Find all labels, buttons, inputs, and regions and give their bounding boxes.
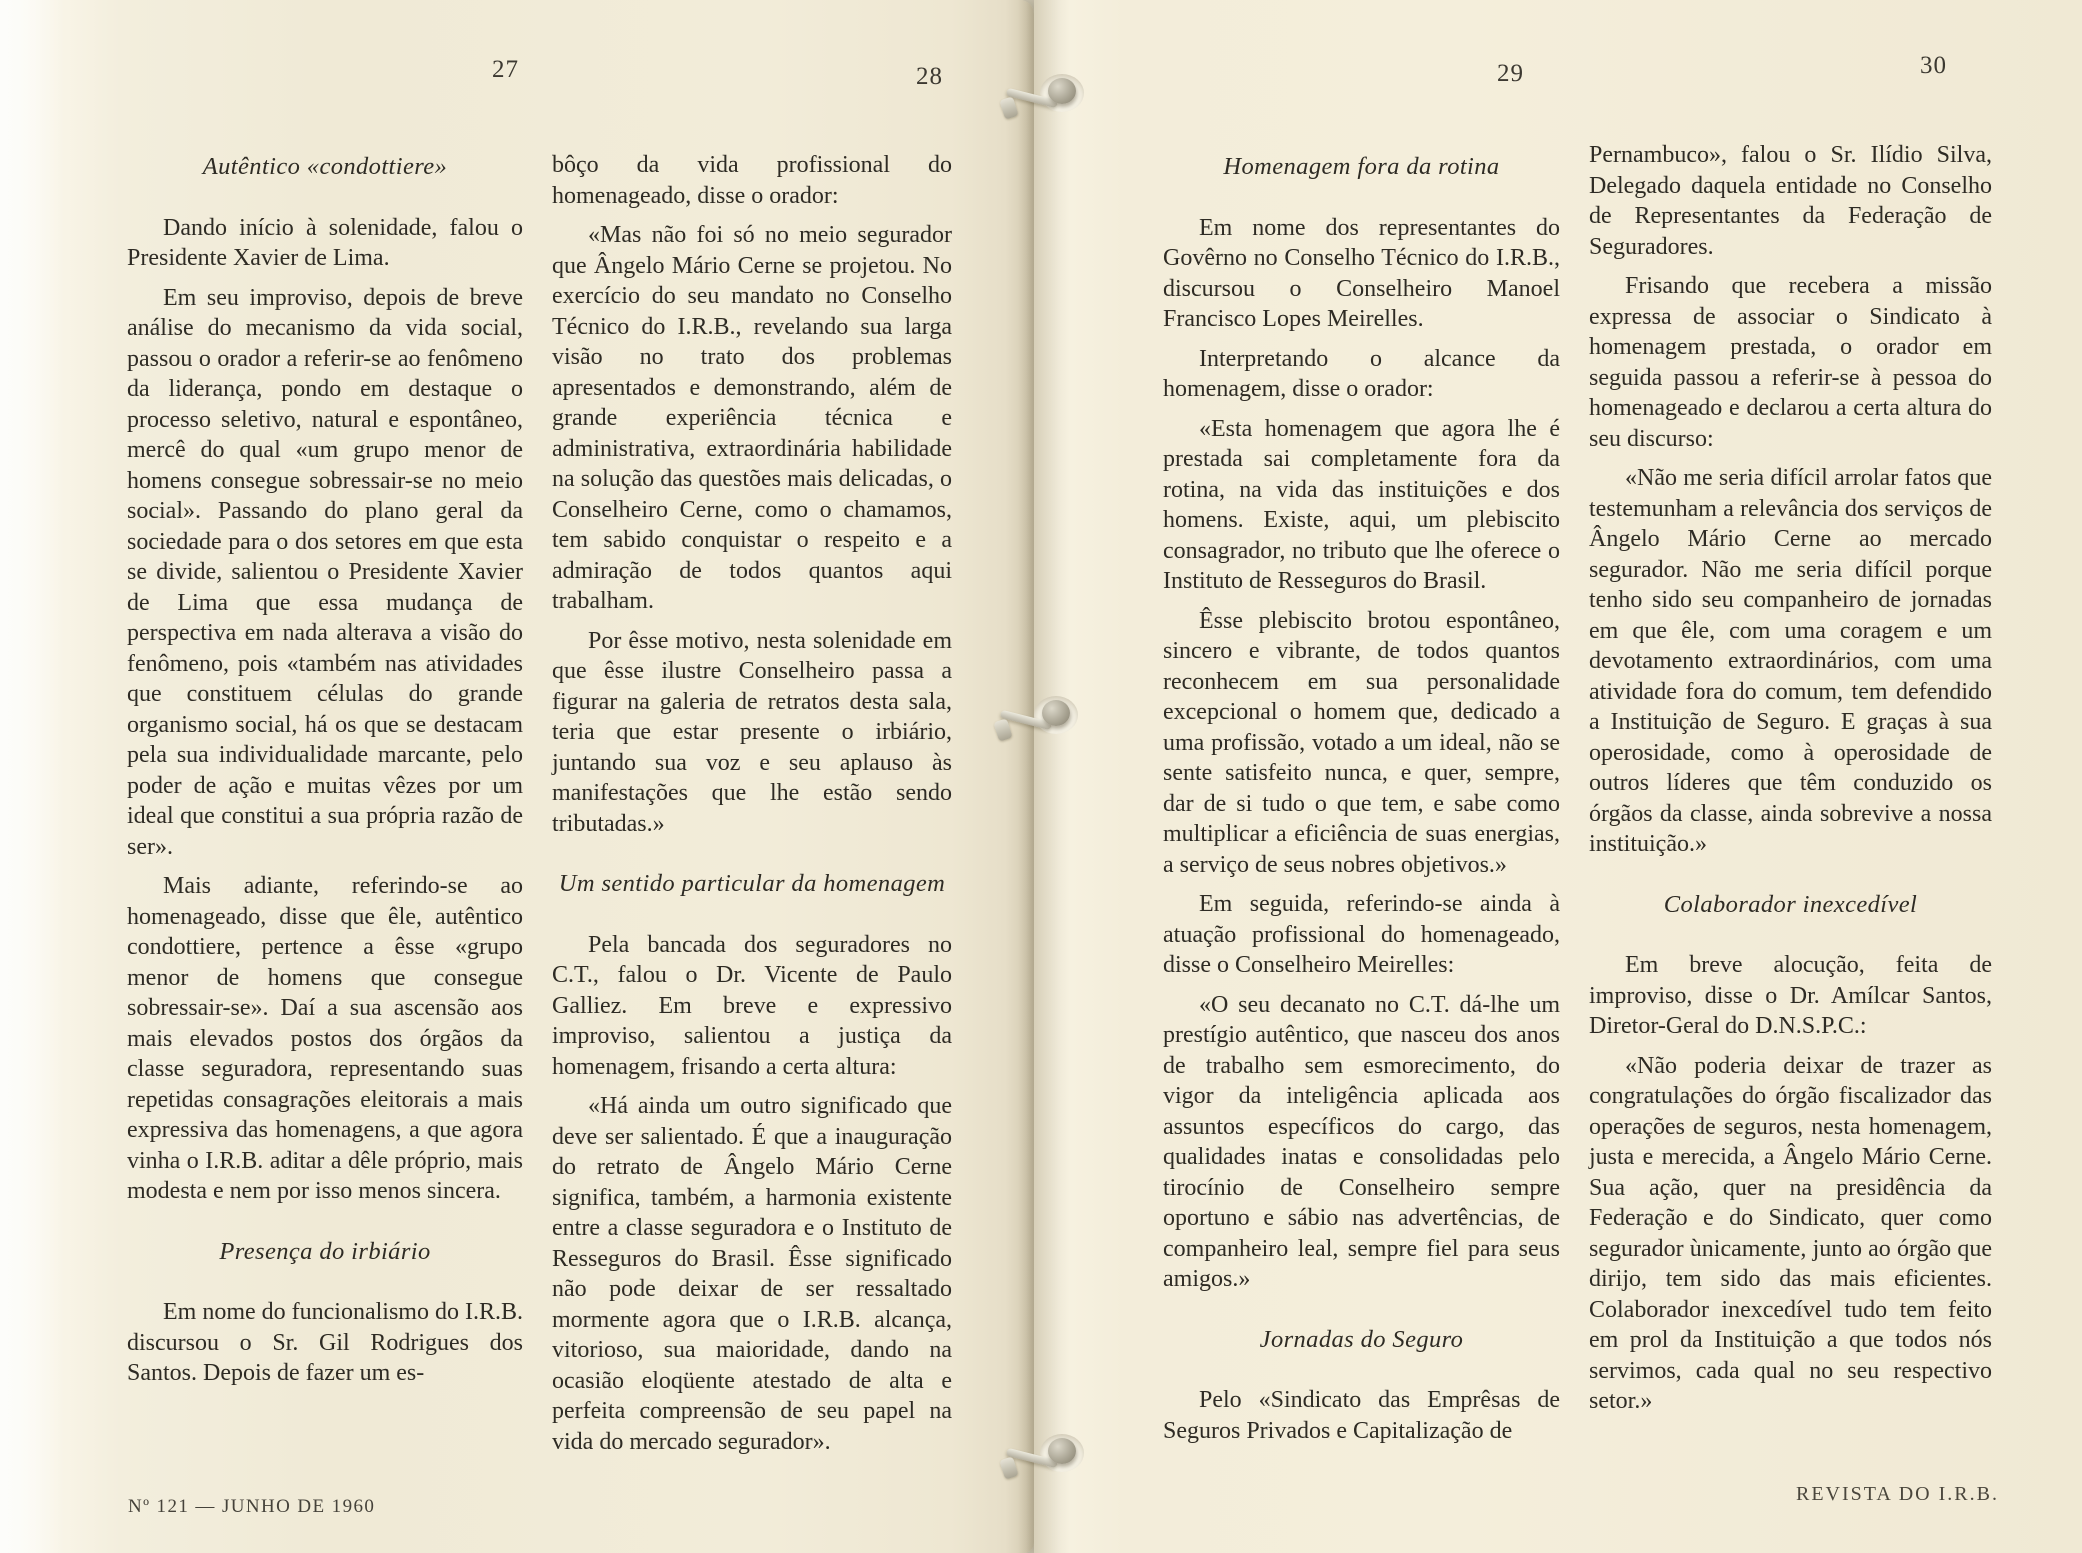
journal-footer: REVISTA DO I.R.B. bbox=[1796, 1483, 1999, 1505]
paragraph: Mais adiante, referindo-se ao homenageado, disse que êle, autêntico condottiere, pertence a êsse «grupo menor de homens que consegue sobressair-se». Daí a sua ascensão aos mais elevados postos dos órgãos da classe seguradora, representando suas repetidas consagrações eleitorais a mais expressiva das homenagens, a que agora vinha o I.R.B. aditar a dêle próprio, mais modesta e nem por isso menos sincera. bbox=[127, 873, 523, 1204]
paragraph: bôço da vida profissional do homenageado, disse o orador: bbox=[552, 152, 952, 209]
paragraph: «Não me seria difícil arrolar fatos que testemunham a relevância dos serviços de Ângelo Mário Cerne ao mercado segurador. Não me seria difícil porque tenho sido seu companheiro de jornadas em que êle, com uma coragem e um devotamento extraordinários, com uma atividade fora do comum, tem defendido a Instituição de Seguro. E graças à sua operosidade, como à operosidade de outros líderes que têm conduzido os órgãos da classe, ainda sobrevive a nossa instituição.» bbox=[1589, 465, 1992, 857]
paragraph: «Mas não foi só no meio segurador que Ângelo Mário Cerne se projetou. No exercício do seu mandato no Conselho Técnico do I.R.B., revelando sua larga visão no trato dos problemas apresentados e demonstrando, além de grande experiência técnica e administrativa, extraordinária habilidade na solução das questões mais delicadas, o Conselheiro Cerne, como o chamamos, tem sabido conquistar o respeito e a admiração de todos quantos aqui trabalham. bbox=[552, 222, 952, 614]
page-number-29: 29 bbox=[1497, 60, 1524, 87]
binder-pin-icon bbox=[1006, 72, 1084, 124]
binder-pin-icon bbox=[1006, 1432, 1084, 1484]
paragraph: Pela bancada dos seguradores no C.T., falou o Dr. Vicente de Paulo Galliez. Em breve e expressivo improviso, salientou a justiça da homenagem, frisando a certa altura: bbox=[552, 931, 952, 1080]
section-heading: Jornadas do Seguro bbox=[1259, 1325, 1464, 1353]
paragraph: Dando início à solenidade, falou o Presidente Xavier de Lima. bbox=[127, 214, 523, 271]
paragraph: Pelo «Sindicato das Emprêsas de Seguros Privados e Capitalização de bbox=[1163, 1387, 1560, 1444]
binder-pin-icon bbox=[1000, 694, 1078, 746]
paragraph: «O seu decanato no C.T. dá-lhe um prestígio autêntico, que nasceu dos anos de trabalho sem esmorecimento, do vigor da inteligência aplicada aos assuntos específicos do cargo, das qualidades inatas e consolidadas pelo tirocínio de Conselheiro sempre oportuno e sábio nas advertências, de companheiro leal, sempre fiel para seus amigos.» bbox=[1163, 991, 1560, 1292]
paragraph: Em seu improviso, depois de breve análise do mecanismo da vida social, passou o orador a referir-se ao fenômeno da liderança, pondo em destaque o processo seletivo, natural e espontâneo, mercê do qual «um grupo menor de homens consegue sobressair-se no meio social». Passando do plano geral da sociedade para o dos setores em que esta se divide, salientou o Presidente Xavier de Lima que essa mudança de perspectiva em nada alterava a visão do fenômeno, pois «também nas atividades que constituem células do grande organismo social, há os que se destacam pela sua individualidade marcante, pelo poder de ação e muitas vêzes por um ideal que constitui a sua própria razão de ser». bbox=[127, 284, 523, 860]
section-heading: Um sentido particular da homenagem bbox=[558, 870, 946, 897]
paragraph: Em nome dos representantes do Govêrno no Conselho Técnico do I.R.B., discursou o Conselheiro Manoel Francisco Lopes Meirelles. bbox=[1163, 214, 1560, 332]
section-heading: Autêntico «condottiere» bbox=[202, 153, 448, 180]
issue-footer: Nº 121 — JUNHO DE 1960 bbox=[128, 1496, 376, 1517]
text-column-28 bbox=[552, 150, 952, 1466]
paragraph: Êsse plebiscito brotou espontâneo, sincero e vibrante, de todos quantos reconhecem em sua personalidade excepcional o homem que, dedicado a uma profissão, votado a um ideal, não se sente satisfeito nunca, e quer, sempre, dar de si tudo o que tem, e sabe como multiplicar a eficiência de suas energias, a serviço de seus nobres objetivos.» bbox=[1163, 607, 1560, 878]
paragraph: Frisando que recebera a missão expressa de associar o Sindicato à homenagem prestada, o orador em seguida passou a referir-se à pessoa do homenageado e declarou a certa altura do seu discurso: bbox=[1589, 273, 1992, 452]
paragraph: Interpretando o alcance da homenagem, disse o orador: bbox=[1163, 345, 1560, 402]
paragraph: Pernambuco», falou o Sr. Ilídio Silva, Delegado daquela entidade no Conselho de Representantes da Federação de Seguradores. bbox=[1589, 142, 1992, 260]
text-column-27 bbox=[127, 152, 523, 1398]
page-number-28: 28 bbox=[916, 63, 943, 90]
page-number-30: 30 bbox=[1920, 52, 1947, 79]
text-column-29 bbox=[1163, 152, 1560, 1455]
paragraph: «Há ainda um outro significado que deve ser salientado. É que a inauguração do retrato de Ângelo Mário Cerne significa, também, a harmonia existente entre a classe seguradora e o Instituto de Resseguros do Brasil. Êsse significado não pode deixar de ser ressaltado mormente agora que o I.R.B. alcança, vitorioso, sua maioridade, dando na ocasião eloqüente atestado de alta e perfeita compreensão de seu papel na vida do mercado segurador». bbox=[552, 1093, 952, 1455]
paragraph: «Não poderia deixar de trazer as congratulações do órgão fiscalizador das operações de seguros, nesta homenagem, justa e merecida, a Ângelo Mário Cerne. Sua ação, quer na presidência da Federação e do Sindicato, quer como segurador ùnicamente, junto ao órgão que dirijo, tem sido das mais eficientes. Colaborador inexcedível tudo tem feito em prol da Instituição a que todos nós servimos, cada qual no seu respectivo setor.» bbox=[1589, 1052, 1992, 1414]
paragraph: Em seguida, referindo-se ainda à atuação profissional do homenageado, disse o Conselheiro Meirelles: bbox=[1163, 891, 1560, 978]
paragraph: Em breve alocução, feita de improviso, disse o Dr. Amílcar Santos, Diretor-Geral do D.N.S.P.C.: bbox=[1589, 952, 1992, 1039]
paragraph: «Esta homenagem que agora lhe é prestada sai completamente fora da rotina, na vida das instituições e dos homens. Existe, aqui, um plebiscito consagrador, no tributo que lhe oferece o Instituto de Resseguros do Brasil. bbox=[1163, 415, 1560, 594]
text-column-30 bbox=[1589, 140, 1992, 1426]
section-heading: Colaborador inexcedível bbox=[1663, 890, 1918, 918]
paragraph: Em nome do funcionalismo do I.R.B. discursou o Sr. Gil Rodrigues dos Santos. Depois de fazer um es- bbox=[127, 1299, 523, 1386]
paragraph: Por êsse motivo, nesta solenidade em que êsse ilustre Conselheiro passa a figurar na galeria de retratos desta sala, teria que estar presente o irbiário, juntando sua voz e seu aplauso às manifestações que lhe estão sendo tributadas.» bbox=[552, 627, 952, 837]
section-heading: Homenagem fora da rotina bbox=[1223, 153, 1500, 180]
section-heading: Presença do irbiário bbox=[219, 1237, 431, 1265]
page-number-27: 27 bbox=[492, 56, 519, 83]
